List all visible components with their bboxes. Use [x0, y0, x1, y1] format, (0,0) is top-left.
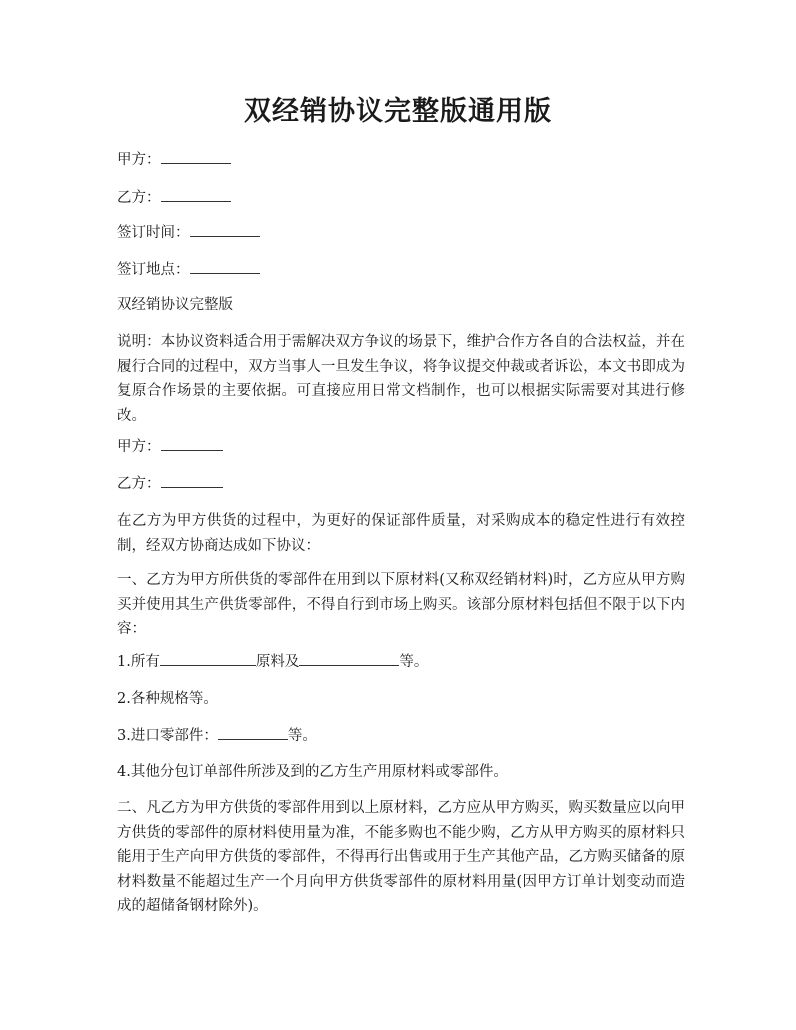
party-b-label: 乙方： — [117, 190, 161, 206]
party-a-blank — [161, 150, 231, 164]
document-title: 双经销协议完整版通用版 — [244, 96, 552, 127]
party-b-blank — [161, 188, 231, 202]
party-a-field — [117, 148, 685, 173]
party-a-label-2: 甲方： — [117, 439, 161, 455]
item-1-middle: 原料及 — [255, 654, 300, 670]
document-subtitle: 双经销协议完整版 — [117, 297, 233, 313]
item-1 — [117, 650, 685, 675]
party-a-blank-2 — [161, 437, 223, 451]
item-4: 4.其他分包订单部件所涉及到的乙方生产用原材料或零部件。 — [117, 764, 508, 780]
party-b-blank-2 — [161, 474, 223, 488]
sign-place-label: 签订地点： — [117, 262, 190, 278]
party-a-field-2 — [117, 435, 685, 460]
party-b-field — [117, 186, 685, 211]
clause-1-paragraph: 一、乙方为甲方所供货的零部件在用到以下原材料(又称双经销材料)时，乙方应从甲方购买并使用其生产供货零部件，不得自行到市场上购买。该部分原材料包括但不限于以下内容： — [117, 572, 685, 637]
item-1-suffix: 等。 — [399, 654, 429, 670]
sign-time-label: 签订时间： — [117, 225, 190, 241]
intro-paragraph: 在乙方为甲方供货的过程中，为更好的保证部件质量，对采购成本的稳定性进行有效控制，经双方协商达成如下协议： — [117, 513, 685, 554]
description-paragraph: 说明：本协议资料适合用于需解决双方争议的场景下，维护合作方各自的合法权益，并在履行合同的过程中，双方当事人一旦发生争议，将争议提交仲裁或者诉讼，本文书即成为复原合作场景的主要依据。可直接应用日常文档制作，也可以根据实际需要对其进行修改。 — [117, 334, 685, 424]
item-1-blank-a — [160, 652, 256, 666]
sign-time-field — [117, 221, 685, 246]
party-b-label-2: 乙方： — [117, 476, 161, 492]
sign-place-field — [117, 258, 685, 283]
clause-2-paragraph: 二、凡乙方为甲方供货的零部件用到以上原材料，乙方应从甲方购买，购买数量应以向甲方供货的零部件的原材料使用量为准，不能多购也不能少购，乙方从甲方购买的原材料只能用于生产向甲方供货的零部件，不得再行出售或用于生产其他产品，乙方购买储备的原材料数量不能超过生产一个月向甲方供货零部件的原材料用量(因甲方订单计划变动而造成的超储备钢材除外)。 — [117, 800, 685, 914]
party-a-label: 甲方： — [117, 152, 161, 168]
item-1-prefix: 1.所有 — [117, 654, 160, 670]
sign-time-blank — [190, 223, 260, 237]
sign-place-blank — [190, 260, 260, 274]
item-3 — [117, 724, 685, 749]
item-2: 2.各种规格等。 — [117, 691, 218, 707]
item-1-blank-b — [299, 652, 399, 666]
item-3-suffix: 等。 — [287, 728, 317, 744]
item-3-prefix: 3.进口零部件： — [117, 728, 218, 744]
item-3-blank — [218, 726, 288, 740]
party-b-field-2 — [117, 472, 685, 497]
